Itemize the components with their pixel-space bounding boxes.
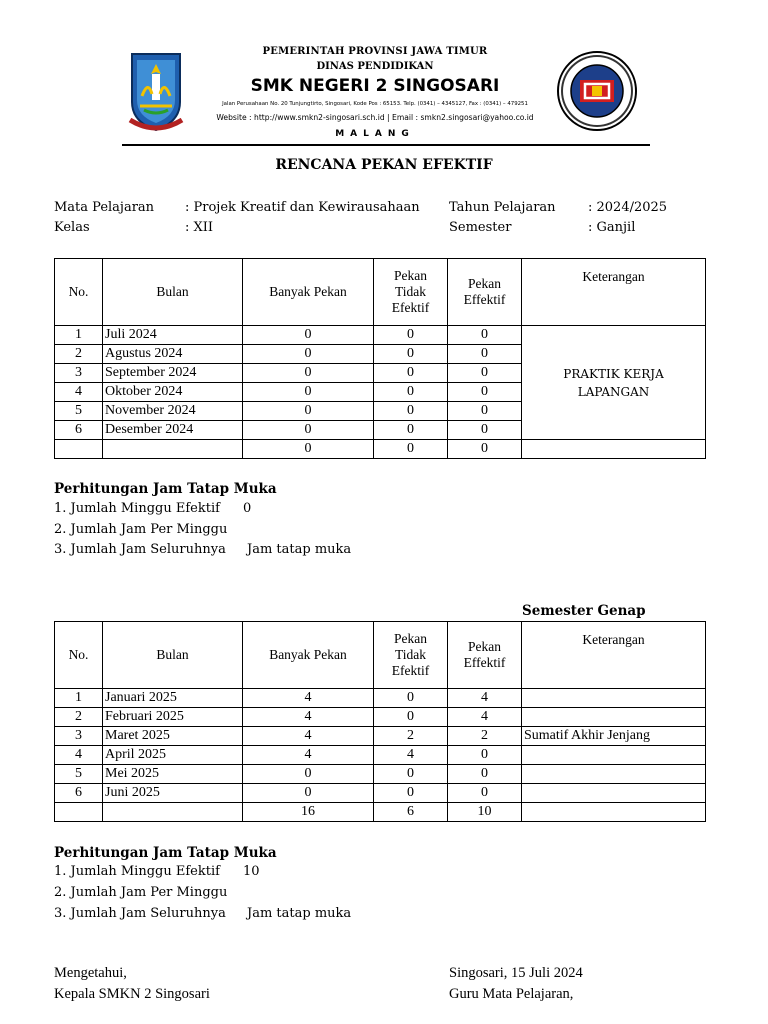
school-logo (556, 50, 638, 132)
cell-bulan: Juli 2024 (103, 326, 243, 345)
header-line: Tidak (394, 284, 426, 299)
cell-empty (55, 440, 103, 459)
table-row (55, 689, 706, 708)
cell-no: 5 (55, 765, 103, 784)
province-logo (128, 50, 184, 134)
total-tidak: 6 (374, 803, 448, 822)
cell-banyak: 4 (243, 689, 374, 708)
cell-efektif: 0 (448, 383, 522, 402)
header-line: Pekan (468, 639, 501, 654)
ganjil-calc-item3: 3. Jumlah Jam Seluruhnya (54, 542, 226, 557)
kop-website: Website : http://www.smkn2-singosari.sch.id | Email : smkn2.singosari@yahoo.co.id (216, 113, 534, 122)
table-total-row (55, 803, 706, 822)
cell-tidak: 0 (374, 345, 448, 364)
cell-no: 3 (55, 727, 103, 746)
cell-empty (522, 440, 706, 459)
cell-bulan: Januari 2025 (103, 689, 243, 708)
table-row (55, 765, 706, 784)
header-keterangan: Keterangan (522, 259, 706, 326)
header-line: Effektif (463, 655, 506, 670)
header-keterangan: Keterangan (522, 622, 706, 689)
cell-efektif: 0 (448, 345, 522, 364)
cell-efektif: 0 (448, 326, 522, 345)
cell-tidak: 0 (374, 765, 448, 784)
table-row (55, 746, 706, 765)
cell-no: 4 (55, 383, 103, 402)
kelas-label: Kelas (54, 220, 90, 235)
cell-banyak: 4 (243, 746, 374, 765)
header-no: No. (55, 622, 103, 689)
cell-no: 2 (55, 708, 103, 727)
signature-left-line2: Kepala SMKN 2 Singosari (54, 986, 210, 1002)
table-row (55, 727, 706, 746)
cell-banyak: 0 (243, 345, 374, 364)
cell-no: 4 (55, 746, 103, 765)
genap-calc-item3: 3. Jumlah Jam Seluruhnya (54, 906, 226, 921)
cell-tidak: 0 (374, 326, 448, 345)
kelas-value: : XII (185, 220, 214, 235)
cell-no: 1 (55, 689, 103, 708)
table-total-row (55, 440, 706, 459)
cell-keterangan (522, 708, 706, 727)
cell-keterangan (522, 784, 706, 803)
semester-value: : Ganjil (588, 220, 636, 235)
cell-tidak: 0 (374, 708, 448, 727)
ganjil-table (54, 258, 706, 459)
total-banyak: 0 (243, 440, 374, 459)
cell-bulan: Februari 2025 (103, 708, 243, 727)
table-row (55, 784, 706, 803)
header-pekan-tidak-efektif (374, 622, 448, 689)
header-pekan-tidak-efektif (374, 259, 448, 326)
tahun-value: : 2024/2025 (588, 200, 668, 215)
cell-banyak: 0 (243, 402, 374, 421)
cell-empty (103, 440, 243, 459)
signature-right-line1: Singosari, 15 Juli 2024 (449, 965, 583, 981)
header-banyak-pekan: Banyak Pekan (243, 622, 374, 689)
cell-empty (522, 803, 706, 822)
cell-efektif: 0 (448, 402, 522, 421)
kop-province: PEMERINTAH PROVINSI JAWA TIMUR (262, 46, 488, 57)
header-pekan-efektif (448, 259, 522, 326)
header-bulan: Bulan (103, 622, 243, 689)
cell-bulan: Juni 2025 (103, 784, 243, 803)
cell-efektif: 0 (448, 765, 522, 784)
cell-no: 1 (55, 326, 103, 345)
cell-efektif: 0 (448, 746, 522, 765)
cell-tidak: 0 (374, 383, 448, 402)
cell-keterangan (522, 746, 706, 765)
genap-calc-title: Perhitungan Jam Tatap Muka (54, 845, 277, 861)
ganjil-calc-title: Perhitungan Jam Tatap Muka (54, 481, 277, 497)
ganjil-calc-item2: 2. Jumlah Jam Per Minggu (54, 522, 228, 537)
header-line: Efektif (391, 300, 430, 315)
keterangan-line: LAPANGAN (577, 384, 650, 399)
table-header-row (55, 622, 706, 689)
cell-bulan: April 2025 (103, 746, 243, 765)
cell-tidak: 0 (374, 689, 448, 708)
cell-bulan: Agustus 2024 (103, 345, 243, 364)
header-line: Pekan (394, 268, 427, 283)
cell-no: 6 (55, 421, 103, 440)
cell-no: 6 (55, 784, 103, 803)
cell-tidak: 0 (374, 784, 448, 803)
cell-keterangan (522, 689, 706, 708)
header-line: Pekan (394, 631, 427, 646)
header-line: Tidak (394, 647, 426, 662)
cell-bulan: September 2024 (103, 364, 243, 383)
kop-address: Jalan Perusahaan No. 20 Tunjungtirto, Singosari, Kode Pos : 65153. Telp. (0341) – 4345127, Fax : (0341) – 479251 (222, 101, 528, 107)
cell-tidak: 0 (374, 402, 448, 421)
tahun-label: Tahun Pelajaran (449, 200, 556, 215)
header-no: No. (55, 259, 103, 326)
header-line: Efektif (391, 663, 430, 678)
ganjil-calc-item1-value: 0 (243, 501, 252, 516)
signature-right-line2: Guru Mata Pelajaran, (449, 986, 574, 1002)
cell-efektif: 0 (448, 784, 522, 803)
semester-genap-label: Semester Genap (522, 603, 646, 619)
cell-banyak: 0 (243, 364, 374, 383)
cell-no: 5 (55, 402, 103, 421)
cell-efektif: 4 (448, 708, 522, 727)
genap-calc-item1: 1. Jumlah Minggu Efektif (54, 864, 220, 879)
header-pekan-efektif (448, 622, 522, 689)
header-line: Pekan (468, 276, 501, 291)
header-line: Effektif (463, 292, 506, 307)
cell-no: 2 (55, 345, 103, 364)
cell-banyak: 4 (243, 727, 374, 746)
total-efektif: 10 (448, 803, 522, 822)
genap-table (54, 621, 706, 822)
cell-banyak: 0 (243, 421, 374, 440)
kop-school-name: SMK NEGERI 2 SINGOSARI (250, 76, 500, 96)
cell-tidak: 0 (374, 364, 448, 383)
cell-bulan: Maret 2025 (103, 727, 243, 746)
cell-banyak: 0 (243, 383, 374, 402)
mapel-label: Mata Pelajaran (54, 200, 155, 215)
cell-efektif: 0 (448, 421, 522, 440)
table-row (55, 708, 706, 727)
ganjil-calc-item1: 1. Jumlah Minggu Efektif (54, 501, 220, 516)
cell-bulan: Mei 2025 (103, 765, 243, 784)
cell-tidak: 4 (374, 746, 448, 765)
genap-calc-item2: 2. Jumlah Jam Per Minggu (54, 885, 228, 900)
cell-keterangan: Sumatif Akhir Jenjang (522, 727, 706, 746)
semester-label: Semester (449, 220, 512, 235)
document-title: RENCANA PEKAN EFEKTIF (275, 157, 493, 173)
cell-tidak: 0 (374, 421, 448, 440)
cell-bulan: Oktober 2024 (103, 383, 243, 402)
ganjil-calc-item3-value: Jam tatap muka (247, 542, 352, 557)
cell-empty (103, 803, 243, 822)
keterangan-line: PRAKTIK KERJA (563, 366, 664, 381)
kop-city: MALANG (335, 129, 415, 139)
table-row (55, 326, 706, 345)
cell-efektif: 2 (448, 727, 522, 746)
cell-banyak: 0 (243, 784, 374, 803)
cell-banyak: 4 (243, 708, 374, 727)
total-tidak: 0 (374, 440, 448, 459)
table-header-row (55, 259, 706, 326)
cell-no: 3 (55, 364, 103, 383)
header-banyak-pekan: Banyak Pekan (243, 259, 374, 326)
genap-calc-item1-value: 10 (243, 864, 260, 879)
cell-efektif: 0 (448, 364, 522, 383)
cell-empty (55, 803, 103, 822)
cell-efektif: 4 (448, 689, 522, 708)
cell-tidak: 2 (374, 727, 448, 746)
cell-banyak: 0 (243, 326, 374, 345)
kop-agency: DINAS PENDIDIKAN (316, 61, 434, 72)
header-bulan: Bulan (103, 259, 243, 326)
total-banyak: 16 (243, 803, 374, 822)
cell-keterangan-merged (522, 326, 706, 440)
cell-banyak: 0 (243, 765, 374, 784)
letterhead-divider (122, 144, 650, 146)
genap-calc-item3-value: Jam tatap muka (247, 906, 352, 921)
cell-bulan: Desember 2024 (103, 421, 243, 440)
mapel-value: : Projek Kreatif dan Kewirausahaan (185, 200, 420, 215)
total-efektif: 0 (448, 440, 522, 459)
cell-keterangan (522, 765, 706, 784)
signature-left-line1: Mengetahui, (54, 965, 127, 981)
cell-bulan: November 2024 (103, 402, 243, 421)
